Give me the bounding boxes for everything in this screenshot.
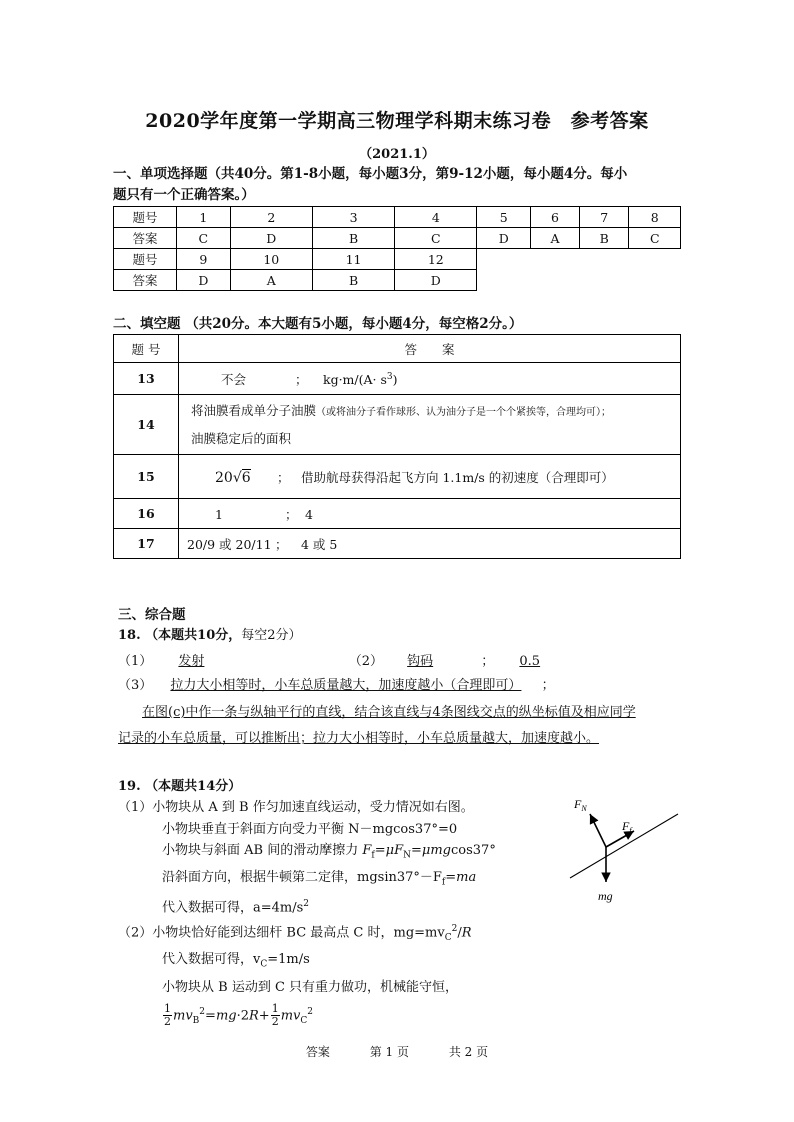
table-row: 15 20√6 ； 借助航母获得沿起飞方向 1.1m/s 的初速度（合理即可） (114, 455, 681, 499)
q19-heading: 19. （本题共14分） (118, 779, 242, 794)
table-row: 13 不会 ； $kg\cdot m/(A\cdot s^3)$ (114, 363, 681, 395)
choice-answer-table (113, 206, 681, 291)
table-row: 题号 9 10 11 12 (114, 249, 681, 270)
table-row: 16 1 ； 4 (114, 499, 681, 529)
fill-answer-table (113, 334, 681, 559)
q18-heading: 18. （本题共10分，每空2分） (118, 628, 302, 643)
force-diagram (560, 790, 690, 910)
page-footer: 答案 第 1 页 共 2 页 (305, 1045, 489, 1059)
table-row: 17 20/9 或 20/11 ； 4 或 5 (114, 529, 681, 559)
exam-date: （2021.1） (359, 147, 435, 162)
page-title: 2020学年度第一学期高三物理学科期末练习卷 参考答案 (145, 110, 649, 132)
q19-solution: （1）小物块从 A 到 B 作匀加速直线运动，受力情况如右图。 小物块垂直于斜面方向受力平衡 N－mgcos37°=0 小物块与斜面 AB 间的滑动摩擦力 $F_f=\mu F_N=\mu mgcos37^\circ$ 沿斜面方向，根据牛顿第二定律，$mgsin37^\circ-F_f=ma$ 代入数据可得，$a=4m/s^2$ （2）小物块恰好能到达细杆 BC 最高点 C 时，$mg=mv_C^2/R$ 代入数据可得，$v_C=1m/s$ 小物块从 B 运动到 C 只有重力做功，机械能守恒， $\frac{1}{2}$ $mv_B^2=mg\cdot 2R+$ $\frac{1}{2}$ $mv_C^2$ (118, 797, 496, 1032)
q18-part3-explanation: 在图(c)中作一条与纵轴平行的直线，结合该直线与4条图线交点的纵坐标值及相应同学 记录的小车总质量，可以推断出；拉力大小相等时，小车总质量越大，加速度越小。 (118, 705, 636, 746)
table-row: 答案 C D B C D A B C (114, 228, 681, 249)
mg-label: mg (598, 889, 613, 903)
normal-force-arrow (590, 814, 606, 847)
section2-heading: 二、填空题 （共20分。本大题有5小题，每小题4分，每空格2分。） (113, 316, 523, 332)
fn-label: $F_N$ (574, 797, 587, 813)
section3-heading: 三、综合题 (118, 607, 186, 623)
ff-label: $F_f$ (622, 819, 632, 835)
table-row: 答案 D A B D (114, 270, 681, 291)
table-row: 题 号 答 案 (114, 335, 681, 363)
table-row: 14 将油膜看成单分子油膜（或将油分子看作球形、认为油分子是一个个紧挨等，合理均可）； 油膜稳定后的面积 (114, 395, 681, 455)
table-row: 题号 1 2 3 4 5 6 7 8 (114, 207, 681, 228)
energy-equation: $\frac{1}{2}$ $mv_B^2=mg\cdot 2R+$ $\frac{1}{2}$ $mv_C^2$ (164, 1002, 313, 1029)
q18-part3: （3） 拉力大小相等时，小车总质量越大，加速度越小（合理即可） ； (118, 678, 555, 693)
section1-heading: 一、单项选择题（共40分。第1-8小题，每小题3分，第9-12小题，每小题4分。每小 题只有一个正确答案。） (113, 166, 628, 203)
q18-part1-2: （1） 发射 （2） 钩码 ； 0.5 (118, 654, 541, 669)
